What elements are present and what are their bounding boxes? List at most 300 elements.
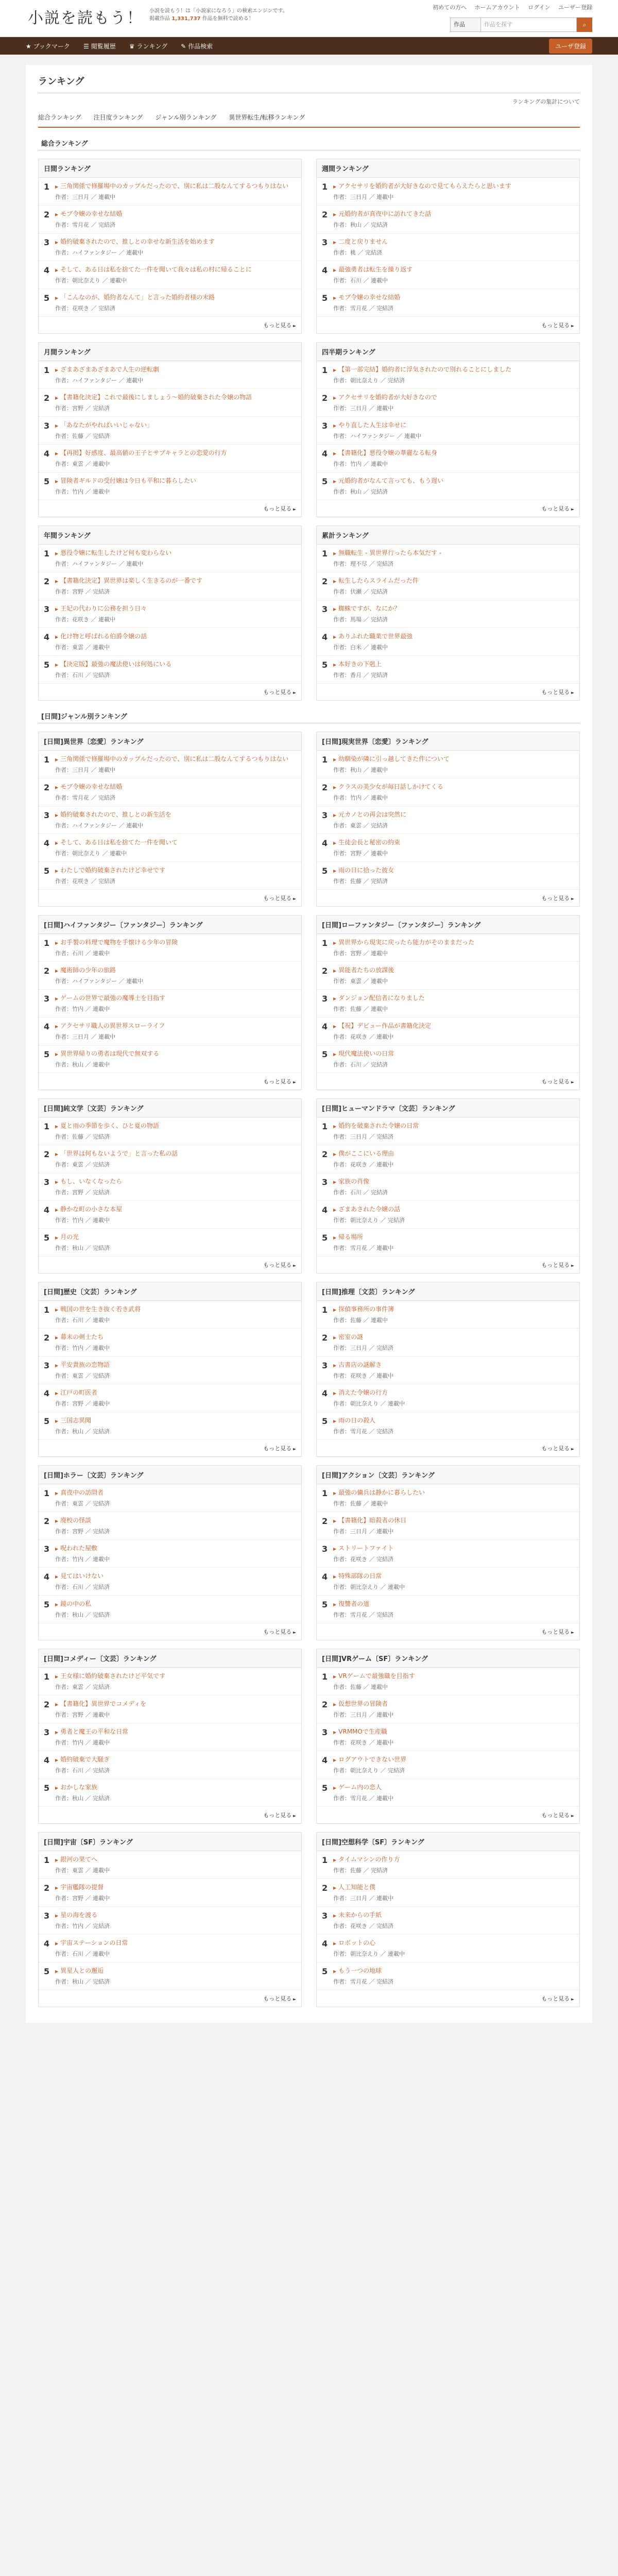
novel-title-link[interactable]: ▶ 星の海を渡る	[55, 1911, 296, 1920]
ranking-groups	[38, 136, 580, 2007]
novel-title-link[interactable]: ▶ タイムマシンの作り方	[333, 1855, 574, 1865]
tab-attention[interactable]: 注目度ランキング	[93, 114, 143, 121]
novel-author: 作者：雪月花 ／ 完結済	[55, 222, 115, 228]
more-link[interactable]: もっと見る ►	[39, 1440, 301, 1456]
more-link[interactable]: もっと見る ►	[39, 1990, 301, 2007]
novel-title-link[interactable]: ▶ ざまあざまあざまあで人生の逆転劇	[55, 365, 296, 375]
novel-author: 作者：秋山 ／ 完結済	[55, 1795, 110, 1802]
novel-title-link[interactable]: ▶ モブ令嬢の幸せな結婚	[333, 293, 574, 302]
novel-author: 作者：花咲き ／ 完結済	[333, 1923, 393, 1929]
search-input[interactable]: 作品を探す	[481, 18, 577, 32]
ranking-box-title: [日間]ホラー〔文芸〕ランキング	[39, 1466, 301, 1484]
more-link[interactable]: もっと見る ►	[39, 500, 301, 517]
rank-number: 5	[322, 1233, 328, 1243]
novel-author: 作者：宮野 ／ 連載中	[333, 850, 388, 857]
pencil-icon: ✎	[181, 42, 186, 50]
ranking-box-title: 累計ランキング	[317, 526, 579, 545]
novel-title-link[interactable]: ▶ 幕末の剣士たち	[55, 1333, 296, 1342]
novel-title-link[interactable]: ▶ 特殊部隊の日常	[333, 1572, 574, 1581]
novel-title-link[interactable]: ▶ 平安貴族の恋物語	[55, 1361, 296, 1370]
novel-title-link[interactable]: ▶ 家族の肖像	[333, 1177, 574, 1187]
ranking-item-text	[55, 1755, 296, 1774]
novel-title-link[interactable]: ▶ 帰る場所	[333, 1233, 574, 1242]
rank-number: 1	[322, 938, 328, 948]
novel-author: 作者：宮野 ／ 連載中	[333, 950, 388, 957]
ranking-item	[317, 1229, 579, 1257]
rank-number: 5	[322, 293, 328, 303]
novel-title-link[interactable]: ▶ モブ令嬢の幸せな結婚	[55, 783, 296, 792]
header-link-login[interactable]: ログイン	[528, 4, 551, 11]
novel-title-link[interactable]: ▶ モブ令嬢の幸せな結婚	[55, 210, 296, 219]
ranking-item-text	[55, 1361, 296, 1380]
crown-icon: ♛	[129, 42, 135, 50]
novel-title-link[interactable]: ▶ ダンジョン配信者になりました	[333, 994, 574, 1003]
header-link-guide[interactable]: 初めての方へ	[433, 4, 467, 11]
novel-author: 作者：ハイファンタジー ／ 連載中	[55, 249, 144, 256]
rank-number: 3	[44, 1727, 50, 1737]
novel-title-link[interactable]: ▶ 雨の日に拾った彼女	[333, 866, 574, 875]
novel-title-link[interactable]: ▶ 仮想世界の冒険者	[333, 1700, 574, 1709]
novel-title-link[interactable]: ▶ 【書籍化】悪役令嬢の華麗なる転身	[333, 449, 574, 458]
ranking-group-title: [日間]ジャンル別ランキング	[38, 709, 580, 723]
rank-number: 4	[44, 1572, 50, 1582]
ranking-item-text	[333, 293, 574, 312]
novel-title-link[interactable]: ▶ 最強勇者は転生を繰り返す	[333, 265, 574, 275]
ranking-item-text	[55, 1049, 296, 1069]
novel-title-link[interactable]: ▶ 僕がここにいる理由	[333, 1149, 574, 1159]
ranking-item-text	[55, 210, 296, 229]
novel-title-link[interactable]: ▶ ありふれた職業で世界最強	[333, 632, 574, 641]
ranking-item-text	[333, 1049, 574, 1069]
rank-number: 5	[44, 1049, 50, 1059]
novel-title-link[interactable]: ▶ アクセサリを婚約者が大好きなので	[333, 393, 574, 402]
novel-title-link[interactable]: ▶ 化け物と呼ばれる伯爵令嬢の話	[55, 632, 296, 641]
magnifier-icon[interactable]: ⌕	[577, 18, 592, 32]
novel-title-link[interactable]: ▶ ざまあされた令嬢の話	[333, 1205, 574, 1214]
novel-title-link[interactable]: ▶ 三角関係で修羅場中のカップルだったので、別に私は二股なんてするつもりはない	[55, 755, 296, 764]
more-link[interactable]: もっと見る ►	[39, 890, 301, 906]
novel-title-link[interactable]: ▶ 冒険者ギルドの受付嬢は今日も平和に暮らしたい	[55, 477, 296, 486]
novel-title-link[interactable]: ▶ 鏡の中の私	[55, 1600, 296, 1609]
novel-author: 作者：東雲 ／ 完結済	[55, 1161, 110, 1168]
rank-number: 2	[322, 1149, 328, 1159]
ranking-item	[39, 628, 301, 656]
novel-title-link[interactable]: ▶ 【書籍化決定】異世界は楽しく生きるのが一番です	[55, 577, 296, 586]
novel-title-link[interactable]: ▶ 探偵事務所の事件簿	[333, 1305, 574, 1314]
rank-number: 4	[44, 1939, 50, 1948]
more-link[interactable]: もっと見る ►	[317, 500, 579, 517]
tab-genre[interactable]: ジャンル別ランキング	[155, 114, 217, 121]
ranking-item	[317, 1045, 579, 1073]
ranking-item	[317, 934, 579, 962]
more-link[interactable]: もっと見る ►	[317, 1073, 579, 1090]
novel-author: 作者：三日月 ／ 連載中	[333, 1711, 393, 1718]
ranking-item	[39, 1145, 301, 1173]
tab-isekai[interactable]: 異世界転生/転移ランキング	[229, 114, 305, 121]
ranking-item-text	[333, 1388, 574, 1408]
novel-author: 作者：佐藤 ／ 完結済	[55, 433, 110, 439]
novel-title-link[interactable]: ▶ 雨の日の殺人	[333, 1416, 574, 1426]
ranking-item-text	[55, 1883, 296, 1902]
ranking-item	[317, 656, 579, 684]
ranking-about-link[interactable]: ランキングの集計について	[512, 98, 580, 105]
novel-title-link[interactable]: ▶ 悪役令嬢に転生したけど何も変わらない	[55, 549, 296, 558]
novel-title-link[interactable]: ▶ 婚約破棄されたので、推しとの幸せな新生活を始めます	[55, 238, 296, 247]
ranking-box	[316, 1832, 580, 2007]
novel-title-link[interactable]: ▶ 江戸の町医者	[55, 1388, 296, 1398]
novel-title-link[interactable]: ▶ 消えた令嬢の行方	[333, 1388, 574, 1398]
ranking-item	[317, 1540, 579, 1568]
novel-title-link[interactable]: ▶ 月の光	[55, 1233, 296, 1242]
ranking-item-text	[333, 449, 574, 468]
novel-title-link[interactable]: ▶ 【決定版】最強の魔法使いは何処にいる	[55, 660, 296, 669]
ranking-item-text	[55, 1388, 296, 1408]
rank-number: 4	[322, 632, 328, 642]
ranking-item-text	[333, 1672, 574, 1691]
novel-title-link[interactable]: ▶ 王妃の代わりに公務を担う日々	[55, 604, 296, 614]
rank-number: 4	[44, 1388, 50, 1398]
novel-title-link[interactable]: ▶ 無職転生 - 異世界行ったら本気だす -	[333, 549, 574, 558]
ranking-item-text	[333, 1333, 574, 1352]
novel-author: 作者：花咲き ／ 連載中	[333, 1739, 393, 1746]
ranking-box-title: [日間]空想科学〔SF〕ランキング	[317, 1833, 579, 1851]
more-link[interactable]: もっと見る ►	[39, 1073, 301, 1090]
novel-title-link[interactable]: ▶ 見てはいけない	[55, 1572, 296, 1581]
novel-title-link[interactable]: ▶ 蜘蛛ですが、なにか？	[333, 604, 574, 614]
ranking-item-text	[55, 449, 296, 468]
rank-number: 4	[44, 1205, 50, 1215]
rank-number: 1	[44, 1855, 50, 1865]
more-link[interactable]: もっと見る ►	[39, 1623, 301, 1640]
more-link[interactable]: もっと見る ►	[39, 317, 301, 333]
header-link-register[interactable]: ユーザー登録	[558, 4, 592, 11]
ranking-item	[39, 1879, 301, 1907]
novel-author: 作者：宮野 ／ 連載中	[55, 1400, 110, 1407]
more-link[interactable]: もっと見る ►	[317, 890, 579, 906]
ranking-item-text	[333, 1516, 574, 1535]
ranking-item	[39, 1596, 301, 1623]
novel-title-link[interactable]: ▶ もし、いなくなったら	[55, 1177, 296, 1187]
ranking-item	[317, 233, 579, 261]
novel-title-link[interactable]: ▶ 婚約破棄で大騒ぎ	[55, 1755, 296, 1765]
novel-title-link[interactable]: ▶ 未来からの手紙	[333, 1911, 574, 1920]
ranking-item-text	[333, 421, 574, 440]
novel-title-link[interactable]: ▶ クラスの美少女が毎日話しかけてくる	[333, 783, 574, 792]
novel-author: 作者：石川 ／ 連載中	[55, 1951, 110, 1957]
novel-title-link[interactable]: ▶ 「あなたがやればいいじゃない」	[55, 421, 296, 430]
ranking-box	[38, 159, 302, 334]
novel-author: 作者：東雲 ／ 完結済	[55, 1500, 110, 1507]
novel-title-link[interactable]: ▶ ゲーム内の恋人	[333, 1783, 574, 1792]
novel-title-link[interactable]: ▶ VRゲームで最強職を目指す	[333, 1672, 574, 1681]
novel-author: 作者：東雲 ／ 連載中	[55, 644, 110, 651]
novel-title-link[interactable]: ▶ 異世界から現実に戻ったら能力がそのままだった	[333, 938, 574, 947]
ranking-box-title: [日間]アクション〔文芸〕ランキング	[317, 1466, 579, 1484]
ranking-item	[317, 778, 579, 806]
rank-number: 4	[322, 1572, 328, 1582]
novel-title-link[interactable]: ▶ アクセサリを婚約者が大好きなので見てもらえたらと思います	[333, 182, 574, 191]
ranking-item-text	[55, 1572, 296, 1591]
search-type-select[interactable]: 作品	[450, 18, 481, 32]
novel-title-link[interactable]: ▶ 元婚約者が真夜中に訪れてきた話	[333, 210, 574, 219]
novel-title-link[interactable]: ▶ 復讐者の道	[333, 1600, 574, 1609]
ranking-item-text	[333, 838, 574, 857]
ranking-box	[316, 1098, 580, 1274]
ranking-item	[39, 656, 301, 684]
novel-title-link[interactable]: ▶ 宇宙ステーションの日常	[55, 1939, 296, 1948]
ranking-item	[39, 806, 301, 834]
novel-title-link[interactable]: ▶ そして、ある日は私を捨てた一件を聞いて我々は私の村に帰ることに	[55, 265, 296, 275]
novel-author: 作者：雪月花 ／ 連載中	[333, 1245, 393, 1251]
novel-title-link[interactable]: ▶ 現代魔法使いの日常	[333, 1049, 574, 1059]
nav-bookmark[interactable]: ★ ブックマーク	[26, 42, 70, 50]
novel-author: 作者：雪月花 ／ 完結済	[333, 1428, 393, 1435]
rank-number: 4	[44, 838, 50, 848]
ranking-item-text	[333, 632, 574, 651]
novel-title-link[interactable]: ▶ 呪われた屋敷	[55, 1544, 296, 1553]
novel-title-link[interactable]: ▶ 戦国の世を生き抜く若き武将	[55, 1305, 296, 1314]
novel-author: 作者：竹内 ／ 完結済	[55, 1923, 110, 1929]
novel-title-link[interactable]: ▶ 【書籍化決定】これで最後にしましょう～婚約破棄された令嬢の物語	[55, 393, 296, 402]
ranking-box	[316, 1465, 580, 1640]
ranking-box-title: [日間]純文学〔文芸〕ランキング	[39, 1099, 301, 1117]
novel-title-link[interactable]: ▶ 異星人との邂逅	[55, 1967, 296, 1976]
novel-author: 作者：伏瀬 ／ 完結済	[333, 588, 388, 595]
ranking-item-text	[333, 1149, 574, 1168]
ranking-item	[39, 1117, 301, 1145]
novel-title-link[interactable]: ▶ 静かな町の小さな本屋	[55, 1205, 296, 1214]
more-link[interactable]: もっと見る ►	[317, 1440, 579, 1456]
rank-number: 1	[44, 1305, 50, 1315]
rank-number: 2	[322, 966, 328, 976]
novel-title-link[interactable]: ▶ ストリートファイト	[333, 1544, 574, 1553]
novel-title-link[interactable]: ▶ やり直した人生は幸せに	[333, 421, 574, 430]
novel-author: 作者：石川 ／ 完結済	[55, 672, 110, 679]
ranking-box-title: 年間ランキング	[39, 526, 301, 545]
novel-author: 作者：東雲 ／ 連載中	[55, 1867, 110, 1874]
rank-number: 5	[322, 1967, 328, 1976]
rank-number: 1	[44, 755, 50, 765]
novel-title-link[interactable]: ▶ 王女様に婚約破棄されたけど平気です	[55, 1672, 296, 1681]
novel-title-link[interactable]: ▶ 生徒会長と秘密の約束	[333, 838, 574, 848]
novel-title-link[interactable]: ▶ ロボットの心	[333, 1939, 574, 1948]
ranking-item	[317, 1512, 579, 1540]
novel-title-link[interactable]: ▶ 古書店の謎解き	[333, 1361, 574, 1370]
rank-number: 3	[44, 1911, 50, 1921]
ranking-item	[39, 1723, 301, 1751]
novel-title-link[interactable]: ▶ 転生したらスライムだった件	[333, 577, 574, 586]
more-link[interactable]: もっと見る ►	[39, 1257, 301, 1273]
ranking-item	[39, 834, 301, 862]
novel-title-link[interactable]: ▶ 【書籍化】暗殺者の休日	[333, 1516, 574, 1526]
ranking-item	[317, 600, 579, 628]
ranking-box-title: 月間ランキング	[39, 343, 301, 361]
rank-number: 4	[44, 265, 50, 275]
ranking-item	[39, 1696, 301, 1723]
rank-number: 5	[44, 1233, 50, 1243]
novel-title-link[interactable]: ▶ 「世界は何もないようで」と言った私の話	[55, 1149, 296, 1159]
site-logo[interactable]: 小説を読もう！	[28, 9, 143, 27]
ranking-item-text	[55, 1488, 296, 1507]
novel-title-link[interactable]: ▶ 【再掲】好感度、最高値の王子とサブキャラとの恋愛の行方	[55, 449, 296, 458]
nav-ranking[interactable]: ♛ ランキング	[129, 42, 168, 50]
novel-title-link[interactable]: ▶ 【第一部完結】婚約者に浮気されたので別れることにしました	[333, 365, 574, 375]
ranking-box	[316, 526, 580, 701]
novel-title-link[interactable]: ▶ わたしで婚約破棄されたけど幸せです	[55, 866, 296, 875]
ranking-item	[39, 178, 301, 206]
novel-title-link[interactable]: ▶ 三角関係で修羅場中のカップルだったので、別に私は二股なんてするつもりはない	[55, 182, 296, 191]
novel-title-link[interactable]: ▶ 真夜中の訪問者	[55, 1488, 296, 1498]
novel-title-link[interactable]: ▶ ログアウトできない世界	[333, 1755, 574, 1765]
rank-number: 5	[322, 1049, 328, 1059]
search-form	[450, 18, 592, 32]
novel-title-link[interactable]: ▶ 婚約を破棄された令嬢の日常	[333, 1122, 574, 1131]
ranking-item-text	[55, 783, 296, 802]
novel-title-link[interactable]: ▶ 二度と戻りません	[333, 238, 574, 247]
ranking-item	[317, 1145, 579, 1173]
more-link[interactable]: もっと見る ►	[39, 1807, 301, 1823]
ranking-item-text	[55, 604, 296, 623]
novel-title-link[interactable]: ▶ 魔術師の少年の旅路	[55, 966, 296, 975]
novel-title-link[interactable]: ▶ 元カノとの再会は突然に	[333, 810, 574, 820]
ranking-item	[39, 472, 301, 500]
ranking-item-text	[55, 477, 296, 496]
user-register-button[interactable]: ユーザ登録	[549, 39, 592, 54]
novel-title-link[interactable]: ▶ ゲームの世界で最強の魔導士を目指す	[55, 994, 296, 1003]
novel-title-link[interactable]: ▶ 人工知能と僕	[333, 1883, 574, 1892]
ranking-box	[38, 1649, 302, 1824]
ranking-item-text	[55, 1544, 296, 1563]
novel-author: 作者：石川 ／ 連載中	[333, 277, 388, 284]
rank-number: 2	[44, 1700, 50, 1709]
more-link[interactable]: もっと見る ►	[317, 684, 579, 700]
ranking-item-text	[55, 549, 296, 568]
ranking-item-text	[55, 994, 296, 1013]
novel-title-link[interactable]: ▶ そして、ある日は私を捨てた一件を聞いて	[55, 838, 296, 848]
novel-author: 作者：東雲 ／ 完結済	[55, 1372, 110, 1379]
novel-title-link[interactable]: ▶ 【祝】デビュー作品が書籍化決定	[333, 1022, 574, 1031]
novel-title-link[interactable]: ▶ 勇者と魔王の平和な日常	[55, 1727, 296, 1737]
rank-number: 3	[322, 1727, 328, 1737]
novel-title-link[interactable]: ▶ 宇宙艦隊の提督	[55, 1883, 296, 1892]
novel-title-link[interactable]: ▶ 廃校の怪談	[55, 1516, 296, 1526]
ranking-item-text	[333, 1727, 574, 1747]
more-link[interactable]: もっと見る ►	[317, 1990, 579, 2007]
novel-title-link[interactable]: ▶ VRMMOで生産職	[333, 1727, 574, 1737]
novel-title-link[interactable]: ▶ 銀河の果てへ	[55, 1855, 296, 1865]
novel-title-link[interactable]: ▶ 密室の謎	[333, 1333, 574, 1342]
star-icon: ★	[26, 42, 31, 50]
novel-title-link[interactable]: ▶ 異能者たちの放課後	[333, 966, 574, 975]
ranking-item-text	[55, 632, 296, 651]
tab-overall[interactable]: 総合ランキング	[38, 114, 81, 121]
novel-author: 作者：ハイファンタジー ／ 連載中	[333, 433, 422, 439]
rank-number: 2	[44, 1149, 50, 1159]
novel-title-link[interactable]: ▶ 幼馴染が隣に引っ越してきた件について	[333, 755, 574, 764]
rank-number: 2	[44, 1516, 50, 1526]
ranking-box	[38, 915, 302, 1090]
ranking-item-text	[55, 938, 296, 957]
ranking-item	[317, 1201, 579, 1229]
novel-title-link[interactable]: ▶ 夏と雨の季節を歩く、ひと夏の物語	[55, 1122, 296, 1131]
novel-title-link[interactable]: ▶ もう一つの地球	[333, 1967, 574, 1976]
ranking-item-text	[333, 549, 574, 568]
ranking-item-text	[333, 265, 574, 284]
ranking-item-text	[55, 838, 296, 857]
rank-number: 3	[44, 421, 50, 431]
ranking-item	[39, 389, 301, 417]
rank-number: 4	[322, 265, 328, 275]
novel-author: 作者：宮野 ／ 完結済	[55, 405, 110, 412]
novel-title-link[interactable]: ▶ 婚約破棄されたので、推しとの新生活を	[55, 810, 296, 820]
rank-number: 2	[44, 783, 50, 792]
ranking-group-title: 総合ランキング	[38, 136, 580, 150]
novel-title-link[interactable]: ▶ 元婚約者がなんて言っても、もう遅い	[333, 477, 574, 486]
rank-number: 5	[322, 660, 328, 670]
novel-author: 作者：石川 ／ 連載中	[55, 1317, 110, 1324]
novel-author: 作者：宮野 ／ 完結済	[55, 1528, 110, 1535]
rank-number: 5	[44, 293, 50, 303]
rank-number: 2	[44, 1333, 50, 1343]
novel-author: 作者：朝比奈えり ／ 連載中	[333, 1584, 405, 1590]
site-header	[0, 0, 618, 37]
more-link[interactable]: もっと見る ►	[39, 684, 301, 700]
novel-author: 作者：東雲 ／ 完結済	[333, 822, 388, 829]
nav-search[interactable]: ✎ 作品検索	[181, 42, 213, 50]
header-link-home[interactable]: ホームアカウント	[474, 4, 520, 11]
novel-title-link[interactable]: ▶ 異世界帰りの勇者は現代で無双する	[55, 1049, 296, 1059]
ranking-item	[39, 1962, 301, 1990]
novel-author: 作者：東雲 ／ 連載中	[333, 978, 388, 985]
ranking-box-title: [日間]歴史〔文芸〕ランキング	[39, 1282, 301, 1301]
novel-title-link[interactable]: ▶ 「こんなのが、婚約者なんて」と言った婚約者様の末路	[55, 293, 296, 302]
novel-title-link[interactable]: ▶ 最強の傭兵は静かに暮らしたい	[333, 1488, 574, 1498]
ranking-item-text	[55, 293, 296, 312]
novel-title-link[interactable]: ▶ 本好きの下剋上	[333, 660, 574, 669]
ranking-item	[317, 472, 579, 500]
ranking-item	[317, 1668, 579, 1696]
ranking-item-text	[333, 1700, 574, 1719]
novel-author: 作者：雪月花 ／ 完結済	[55, 794, 115, 801]
novel-author: 作者：ハイファンタジー ／ 連載中	[55, 822, 144, 829]
ranking-box	[316, 159, 580, 334]
novel-title-link[interactable]: ▶ アクセサリ職人の異世界スローライフ	[55, 1022, 296, 1031]
novel-author: 作者：佐藤 ／ 連載中	[333, 1500, 388, 1507]
more-link[interactable]: もっと見る ►	[317, 1257, 579, 1273]
nav-history[interactable]: ☰ 閲覧履歴	[83, 42, 116, 50]
rank-number: 2	[322, 210, 328, 219]
ranking-item	[39, 1412, 301, 1440]
ranking-item-text	[333, 182, 574, 201]
novel-title-link[interactable]: ▶ お手製の料理で魔物を手懐ける少年の冒険	[55, 938, 296, 947]
ranking-item	[317, 389, 579, 417]
more-link[interactable]: もっと見る ►	[317, 1623, 579, 1640]
ranking-item	[317, 1879, 579, 1907]
ranking-item-text	[333, 577, 574, 596]
ranking-item	[39, 1668, 301, 1696]
novel-author: 作者：石川 ／ 連載中	[55, 950, 110, 957]
rank-number: 3	[44, 1177, 50, 1187]
ranking-item-text	[55, 1233, 296, 1252]
more-link[interactable]: もっと見る ►	[317, 1807, 579, 1823]
more-link[interactable]: もっと見る ►	[317, 317, 579, 333]
novel-author: 作者：朝比奈えり ／ 完結済	[333, 1217, 405, 1224]
novel-title-link[interactable]: ▶ 【書籍化】異世界でコメディを	[55, 1700, 296, 1709]
novel-title-link[interactable]: ▶ おかしな家族	[55, 1783, 296, 1792]
rank-number: 2	[322, 1883, 328, 1893]
novel-title-link[interactable]: ▶ 三国志異聞	[55, 1416, 296, 1426]
ranking-box	[38, 526, 302, 701]
